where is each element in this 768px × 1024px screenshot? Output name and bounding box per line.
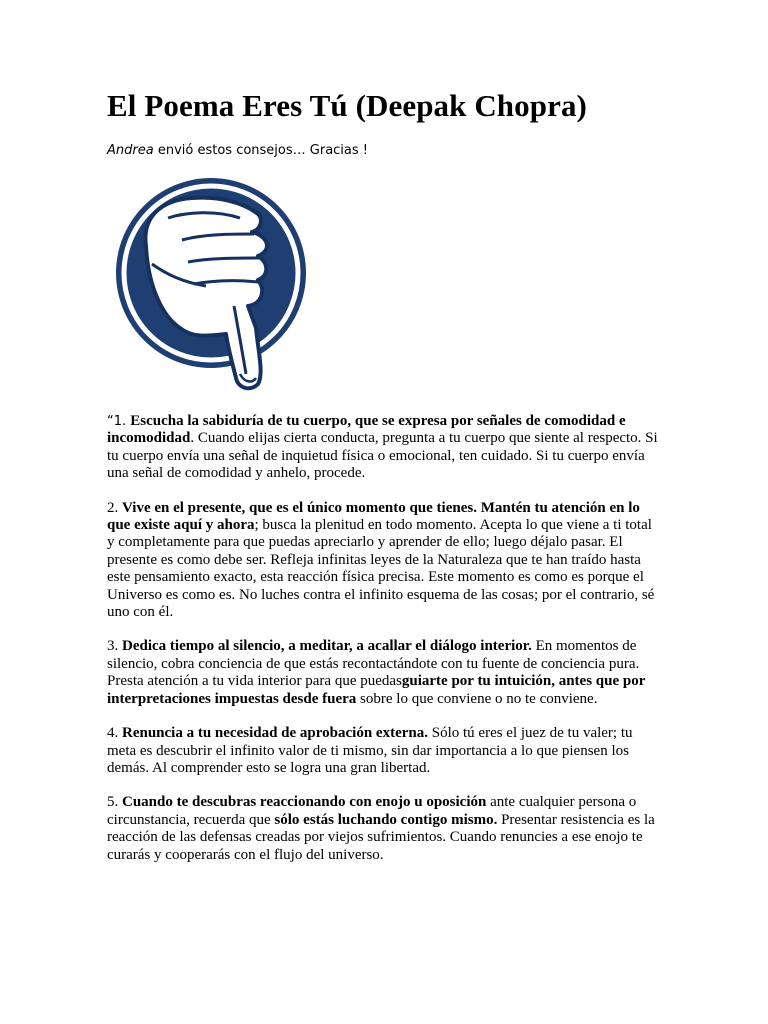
paragraph-text: Sólo tú eres el juez de tu valer; tu meta es descubrir el infinito valor de ti mismo, sin dar importancia a lo que piensen los demás. Al comprender esto se logra una gran libertad. [107, 725, 633, 776]
paragraph-number: “1. [107, 414, 131, 429]
paragraph-number: 5. [107, 794, 122, 811]
paragraph-bold: Dedica tiempo al silencio, a meditar, a acallar el diálogo interior. [122, 638, 532, 655]
paragraph-2 [107, 500, 663, 622]
paragraph-bold: Cuando te descubras reaccionando con enojo u oposición [122, 794, 487, 811]
paragraph-text: ante cualquier persona o circunstancia, recuerda que [107, 794, 637, 828]
paragraph-text-2: Presentar resistencia es la reacción de las defensas creadas por viejos sufrimientos. Cuando renuncies a ese enojo te curarás y cooperarás con el flujo del universo. [107, 811, 655, 863]
pointing-hand-icon [108, 178, 318, 398]
paragraph-5 [107, 794, 663, 864]
paragraph-number: 4. [107, 725, 122, 742]
paragraph-1 [107, 413, 663, 483]
paragraph-text: ; busca la plenitud en todo momento. Acepta lo que viene a ti total y completamente para que puedas apreciarlo y aprender de ello; luego déjalo pasar. El presente es como debe ser. Refleja infinitas leyes de la Naturaleza que te han traído hasta este pensamiento exacto, esta reacción física precisa. Este momento es como es porque el Universo es como es. No luches contra el infinito esquema de las cosas; por el contrario, sé uno con él. [107, 517, 655, 621]
intro-author: Andrea [107, 143, 154, 158]
article-body [107, 413, 663, 881]
paragraph-4 [107, 725, 663, 777]
paragraph-text: En momentos de silencio, cobra conciencia de que estás recontactándote con tu fuente de conciencia pura. Presta atención a tu vida interior para que puedas [107, 638, 640, 690]
paragraph-bold: Escucha la sabiduría de tu cuerpo, que se expresa por señales de comodidad e incomodidad [107, 413, 626, 447]
paragraph-text: . Cuando elijas cierta conducta, pregunta a tu cuerpo que siente al respecto. Si tu cuerpo envía una señal de inquietud física o emocional, ten cuidado. Si tu cuerpo envía una señal de comodidad y anhelo, procede. [107, 430, 658, 482]
paragraph-3 [107, 638, 663, 708]
intro-line [107, 143, 368, 158]
intro-text: envió estos consejos… Gracias ! [153, 143, 368, 158]
paragraph-bold-2: guiarte por tu intuición, antes que por interpretaciones impuestas desde fuera [107, 673, 646, 707]
page-title: El Poema Eres Tú (Deepak Chopra) [107, 88, 587, 123]
paragraph-bold: Renuncia a tu necesidad de aprobación externa. [122, 725, 428, 742]
paragraph-number: 2. [107, 499, 122, 516]
paragraph-bold-2: sólo estás luchando contigo mismo. [274, 811, 498, 828]
paragraph-text-2: sobre lo que conviene o no te conviene. [356, 690, 598, 707]
paragraph-number: 3. [107, 638, 122, 655]
paragraph-bold: Vive en el presente, que es el único momento que tienes. Mantén tu atención en lo que existe aquí y ahora [107, 499, 640, 534]
